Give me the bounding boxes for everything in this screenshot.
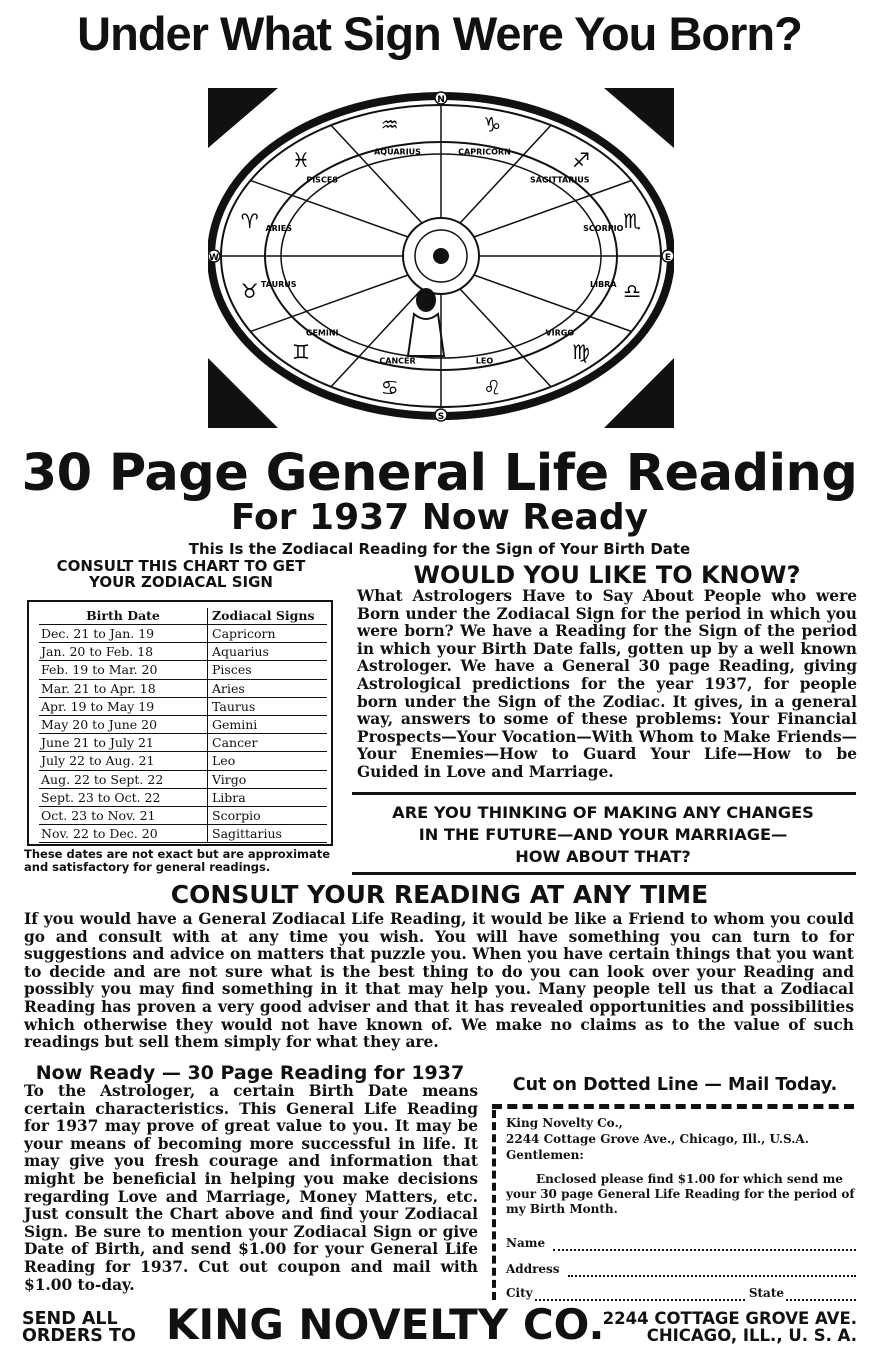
coupon-salutation: Gentlemen:: [506, 1148, 584, 1162]
coupon-left-dotted-line: [492, 1110, 496, 1300]
zodiac-sign-label: GEMINI: [305, 328, 339, 338]
zodiac-glyph-icon: ♐: [572, 147, 590, 172]
dates-disclaimer: These dates are not exact but are approximate and satisfactory for general readings.: [24, 847, 331, 874]
zodiac-sign-label: SAGITTARIUS: [530, 175, 590, 185]
zodiac-sign-cell: Scorpio: [208, 806, 328, 824]
zodiac-sign-cell: Pisces: [208, 661, 328, 679]
coupon-address-label: Address: [506, 1262, 560, 1276]
zodiac-sign-label: LEO: [475, 356, 494, 366]
zodiacal-reading-line: This Is the Zodiacal Reading for the Sign of Your Birth Date: [188, 540, 691, 558]
birth-date-table: [39, 608, 327, 843]
order-coupon: [490, 1102, 857, 1300]
footer-address-line-2: CHICAGO, ILL., U. S. A.: [646, 1326, 857, 1345]
zodiac-glyph-icon: ♊: [292, 340, 310, 365]
changes-callout: [348, 802, 858, 868]
table-row: [39, 679, 327, 697]
coupon-state-label: State: [748, 1286, 784, 1300]
coupon-address-row[interactable]: [506, 1262, 856, 1277]
zodiac-glyph-icon: ♉: [240, 279, 259, 304]
zodiac-sign-cell: Gemini: [208, 715, 328, 733]
birth-date-cell: Nov. 22 to Dec. 20: [39, 825, 208, 843]
table-row: [39, 806, 327, 824]
birth-date-cell: July 22 to Aug. 21: [39, 752, 208, 770]
consult-any-time-body: If you would have a General Zodiacal Life Reading, it would be like a Friend to whom you could go and consult with at any time you wish. You will have something you can turn to for suggestions and advice on matters that puzzle you. When you have certain things that you want to decide and are not sure what is the best thing to do you can look over your Reading and possibly you may find something in it that may help you. Many people tell us that a Zodiacal Reading has proven a very good adviser and that it has revealed opportunities and possibilities which otherwise they would not have known of. We make no claims as to the value of such readings but sell them simply for what they are.: [24, 910, 854, 1052]
corner-ornament-top-left: [208, 88, 278, 148]
table-row: [39, 625, 327, 643]
zodiac-sign-cell: Taurus: [208, 697, 328, 715]
zodiac-sign-cell: Virgo: [208, 770, 328, 788]
zodiac-glyph-icon: ♌: [483, 375, 502, 400]
cut-line-heading: Cut on Dotted Line — Mail Today.: [512, 1075, 838, 1095]
coupon-name-label: Name: [506, 1236, 546, 1250]
changes-line-3: HOW ABOUT THAT?: [515, 847, 691, 866]
main-title: 30 Page General Life Reading: [21, 444, 858, 503]
zodiac-wheel-illustration: [208, 88, 674, 428]
zodiac-glyph-icon: ♍: [572, 340, 590, 365]
coupon-state-field[interactable]: [786, 1289, 856, 1301]
zodiac-glyph-icon: ♒: [380, 112, 399, 137]
coupon-city-label: City: [506, 1286, 533, 1300]
coupon-name-row[interactable]: [506, 1236, 856, 1251]
footer-send-line-2: ORDERS TO: [22, 1326, 136, 1346]
table-row: [39, 752, 327, 770]
table-row: [39, 788, 327, 806]
zodiac-sign-cell: Sagittarius: [208, 825, 328, 843]
footer-address: [572, 1310, 857, 1344]
changes-line-2: IN THE FUTURE—AND YOUR MARRIAGE—: [418, 825, 788, 844]
compass-north: N: [437, 95, 445, 105]
zodiac-sign-label: SCORPIO: [583, 224, 624, 234]
now-ready-heading: Now Ready — 30 Page Reading for 1937: [35, 1062, 465, 1084]
compass-east: E: [664, 253, 672, 263]
table-row: [39, 643, 327, 661]
table-row: [39, 715, 327, 733]
zodiac-sign-label: AQUARIUS: [374, 147, 421, 157]
consult-chart-line-2: YOUR ZODIACAL SIGN: [89, 573, 273, 591]
divider-rule: [352, 872, 856, 875]
table-row: [39, 734, 327, 752]
zodiac-sign-cell: Leo: [208, 752, 328, 770]
zodiac-glyph-icon: ♓: [292, 147, 310, 172]
footer-company-name: KING NOVELTY CO.: [166, 1300, 605, 1349]
zodiac-glyph-icon: ♎: [623, 279, 642, 304]
coupon-company: King Novelty Co.,: [506, 1116, 623, 1130]
compass-west: W: [209, 253, 219, 263]
headline: Under What Sign Were You Born?: [77, 7, 802, 60]
zodiac-glyph-icon: ♏: [623, 208, 642, 233]
coupon-address: 2244 Cottage Grove Ave., Chicago, Ill., U.S.A.: [506, 1132, 809, 1146]
would-you-like-heading: WOULD YOU LIKE TO KNOW?: [413, 561, 801, 589]
sub-title: For 1937 Now Ready: [230, 497, 649, 538]
coupon-city-row[interactable]: [506, 1286, 856, 1301]
coupon-enclosed-text: Enclosed please find $1.00 for which send me your 30 page General Life Reading for the period of my Birth Month.: [506, 1172, 855, 1216]
zodiac-sign-label: TAURUS: [260, 279, 297, 289]
consult-any-time-heading: CONSULT YOUR READING AT ANY TIME: [170, 880, 709, 909]
table-row: [39, 770, 327, 788]
coupon-address-field[interactable]: [568, 1265, 856, 1277]
would-you-like-body: What Astrologers Have to Say About People who were Born under the Zodiacal Sign for the period in which you were born? We have a Reading for the Sign of the period in which your Birth Date falls, gotten up by a well known Astrologer. We have a General 30 page Reading, giving Astrological predictions for the year 1937, for people born under the Sign of the Zodiac. It gives, in a general way, answers to some of these problems: Your Financial Prospects—Your Vocation—With Whom to Make Friends—Your Enemies—How to Guard Your Life—How to be Guided in Love and Marriage.: [357, 587, 857, 781]
divider-rule: [352, 792, 856, 795]
birth-date-cell: Jan. 20 to Feb. 18: [39, 643, 208, 661]
corner-ornament-bottom-right: [604, 358, 674, 428]
zodiac-sign-label: LIBRA: [590, 279, 617, 289]
header-zodiacal-signs: Zodiacal Signs: [208, 608, 328, 625]
corner-ornament-top-right: [604, 88, 674, 148]
birth-date-cell: Aug. 22 to Sept. 22: [39, 770, 208, 788]
table-row: [39, 661, 327, 679]
footer-address-line-1: 2244 COTTAGE GROVE AVE.: [602, 1309, 857, 1328]
table-row: [39, 697, 327, 715]
zodiac-sign-label: VIRGO: [545, 328, 575, 338]
zodiac-sign-cell: Aries: [208, 679, 328, 697]
birth-date-cell: May 20 to June 20: [39, 715, 208, 733]
zodiac-sign-cell: Aquarius: [208, 643, 328, 661]
zodiac-sign-cell: Libra: [208, 788, 328, 806]
birth-date-cell: June 21 to July 21: [39, 734, 208, 752]
coupon-top-dotted-line: [492, 1104, 854, 1109]
zodiac-sign-label: PISCES: [306, 175, 339, 185]
birth-date-cell: Dec. 21 to Jan. 19: [39, 625, 208, 643]
zodiac-glyph-icon: ♑: [483, 112, 502, 137]
birth-date-cell: Mar. 21 to Apr. 18: [39, 679, 208, 697]
birth-date-cell: Sept. 23 to Oct. 22: [39, 788, 208, 806]
coupon-name-field[interactable]: [553, 1239, 856, 1251]
changes-line-1: ARE YOU THINKING OF MAKING ANY CHANGES: [392, 803, 814, 822]
now-ready-body: To the Astrologer, a certain Birth Date means certain characteristics. This General Life Reading for 1937 may prove of great value to you. It may be your means of becoming more successful in life. It may give you fresh courage and information that might be beneficial in helping you make decisions regarding Love and Marriage, Money Matters, etc. Just consult the Chart above and find your Zodiacal Sign. Be sure to mention your Zodiacal Sign or give Date of Birth, and send $1.00 for your General Life Reading for 1937. Cut out coupon and mail with $1.00 to-day.: [24, 1082, 478, 1294]
footer-send-orders: [22, 1311, 136, 1345]
birth-date-cell: Feb. 19 to Mar. 20: [39, 661, 208, 679]
header-birth-date: Birth Date: [39, 608, 208, 625]
zodiac-sign-label: CANCER: [379, 356, 416, 366]
zodiac-sign-cell: Cancer: [208, 734, 328, 752]
table-row: [39, 825, 327, 843]
corner-ornament-bottom-left: [208, 358, 278, 428]
zodiac-glyph-icon: ♈: [240, 208, 259, 233]
zodiac-sign-label: CAPRICORN: [458, 147, 511, 157]
zodiac-sign-label: ARIES: [265, 224, 293, 234]
birth-date-table-box: [27, 600, 333, 846]
zodiac-sign-cell: Capricorn: [208, 625, 328, 643]
zodiac-glyph-icon: ♋: [380, 375, 399, 400]
birth-date-cell: Oct. 23 to Nov. 21: [39, 806, 208, 824]
birth-date-cell: Apr. 19 to May 19: [39, 697, 208, 715]
consult-chart-line-1: CONSULT THIS CHART TO GET: [56, 557, 306, 575]
footer-send-line-1: SEND ALL: [22, 1309, 118, 1329]
table-header-row: [39, 608, 327, 625]
consult-chart-heading: [22, 558, 340, 590]
compass-south: S: [437, 412, 445, 422]
